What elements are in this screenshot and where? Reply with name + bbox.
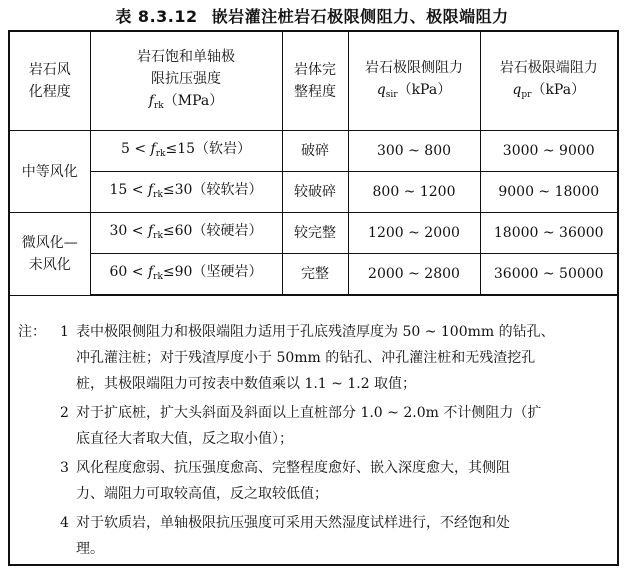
integrity-cell: 较完整 (282, 213, 348, 254)
note-text: 对于扩底桩，扩大头斜面及斜面以上直桩部分 1.0 ~ 2.0m 不计侧阻力（扩 底直径大者取大值，反之取小值）； (76, 405, 542, 447)
strength-cell: $5 < f_{rk}\le 15$（软岩） (90, 131, 282, 172)
end-resistance-cell: 36000 ~ 50000 (480, 254, 617, 296)
note-number: 3 (60, 460, 69, 476)
strength-cell: $30 < f_{rk}\le 60$（较硬岩） (90, 213, 282, 254)
header-weathering: 岩石风 化程度 (10, 32, 90, 131)
table-caption: 嵌岩灌注桩岩石极限侧阻力、极限端阻力 (211, 7, 509, 26)
table-row (10, 131, 617, 172)
note-text: 表中极限侧阻力和极限端阻力适用于孔底残渣厚度为 50 ~ 100mm 的钻孔、 冲孔灌注桩；对于残渣厚度小于 50mm 的钻孔、冲孔灌注桩和无残渣挖孔 桩，其极限端阻力可按表中数值乘以 1.1 ~ 1.2 取值； (76, 324, 555, 392)
note-number: 1 (60, 324, 69, 340)
end-resistance-cell: 18000 ~ 36000 (480, 213, 617, 254)
note-text: 对于软质岩，单轴极限抗压强度可采用天然湿度试样进行，不经饱和处 理。 (76, 515, 510, 557)
strength-cell: $60 < f_{rk}\le 90$（坚硬岩） (90, 254, 282, 296)
side-resistance-cell: 2000 ~ 2800 (348, 254, 480, 296)
strength-cell: $15 < f_{rk}\le 30$（较软岩） (90, 172, 282, 213)
weathering-cell: 中等风化 (10, 131, 90, 213)
note-text: 风化程度愈弱、抗压强度愈高、完整程度愈好、嵌入深度愈大，其侧阻 力、端阻力可取较高值，反之取较低值； (76, 460, 510, 502)
table-row (10, 254, 617, 296)
integrity-cell: 破碎 (282, 131, 348, 172)
header-integrity: 岩体完 整程度 (282, 32, 348, 131)
header-row (10, 32, 617, 131)
notes-label: 注： (18, 324, 46, 340)
side-resistance-cell: 1200 ~ 2000 (348, 213, 480, 254)
end-resistance-cell: 3000 ~ 9000 (480, 131, 617, 172)
table-row (10, 213, 617, 254)
table-title (0, 4, 624, 27)
side-resistance-cell: 800 ~ 1200 (348, 172, 480, 213)
table-number: 表 8.3.12 (115, 7, 198, 26)
side-resistance-cell: 300 ~ 800 (348, 131, 480, 172)
end-resistance-cell: 9000 ~ 18000 (480, 172, 617, 213)
table-sheet (8, 30, 619, 566)
header-strength: 岩石饱和单轴极 限抗压强度 $f_{rk}(MPa)$ (90, 32, 282, 131)
header-side-resistance: 岩石极限侧阻力 $q_{sir}(kPa)$ (348, 32, 480, 131)
resistance-table (10, 32, 617, 296)
integrity-cell: 完整 (282, 254, 348, 296)
weathering-cell: 微风化— 未风化 (10, 213, 90, 296)
table-row (10, 172, 617, 213)
note-number: 4 (60, 515, 69, 531)
header-end-resistance: 岩石极限端阻力 $q_{pr}(kPa)$ (480, 32, 617, 131)
note-number: 2 (60, 405, 69, 421)
integrity-cell: 较破碎 (282, 172, 348, 213)
